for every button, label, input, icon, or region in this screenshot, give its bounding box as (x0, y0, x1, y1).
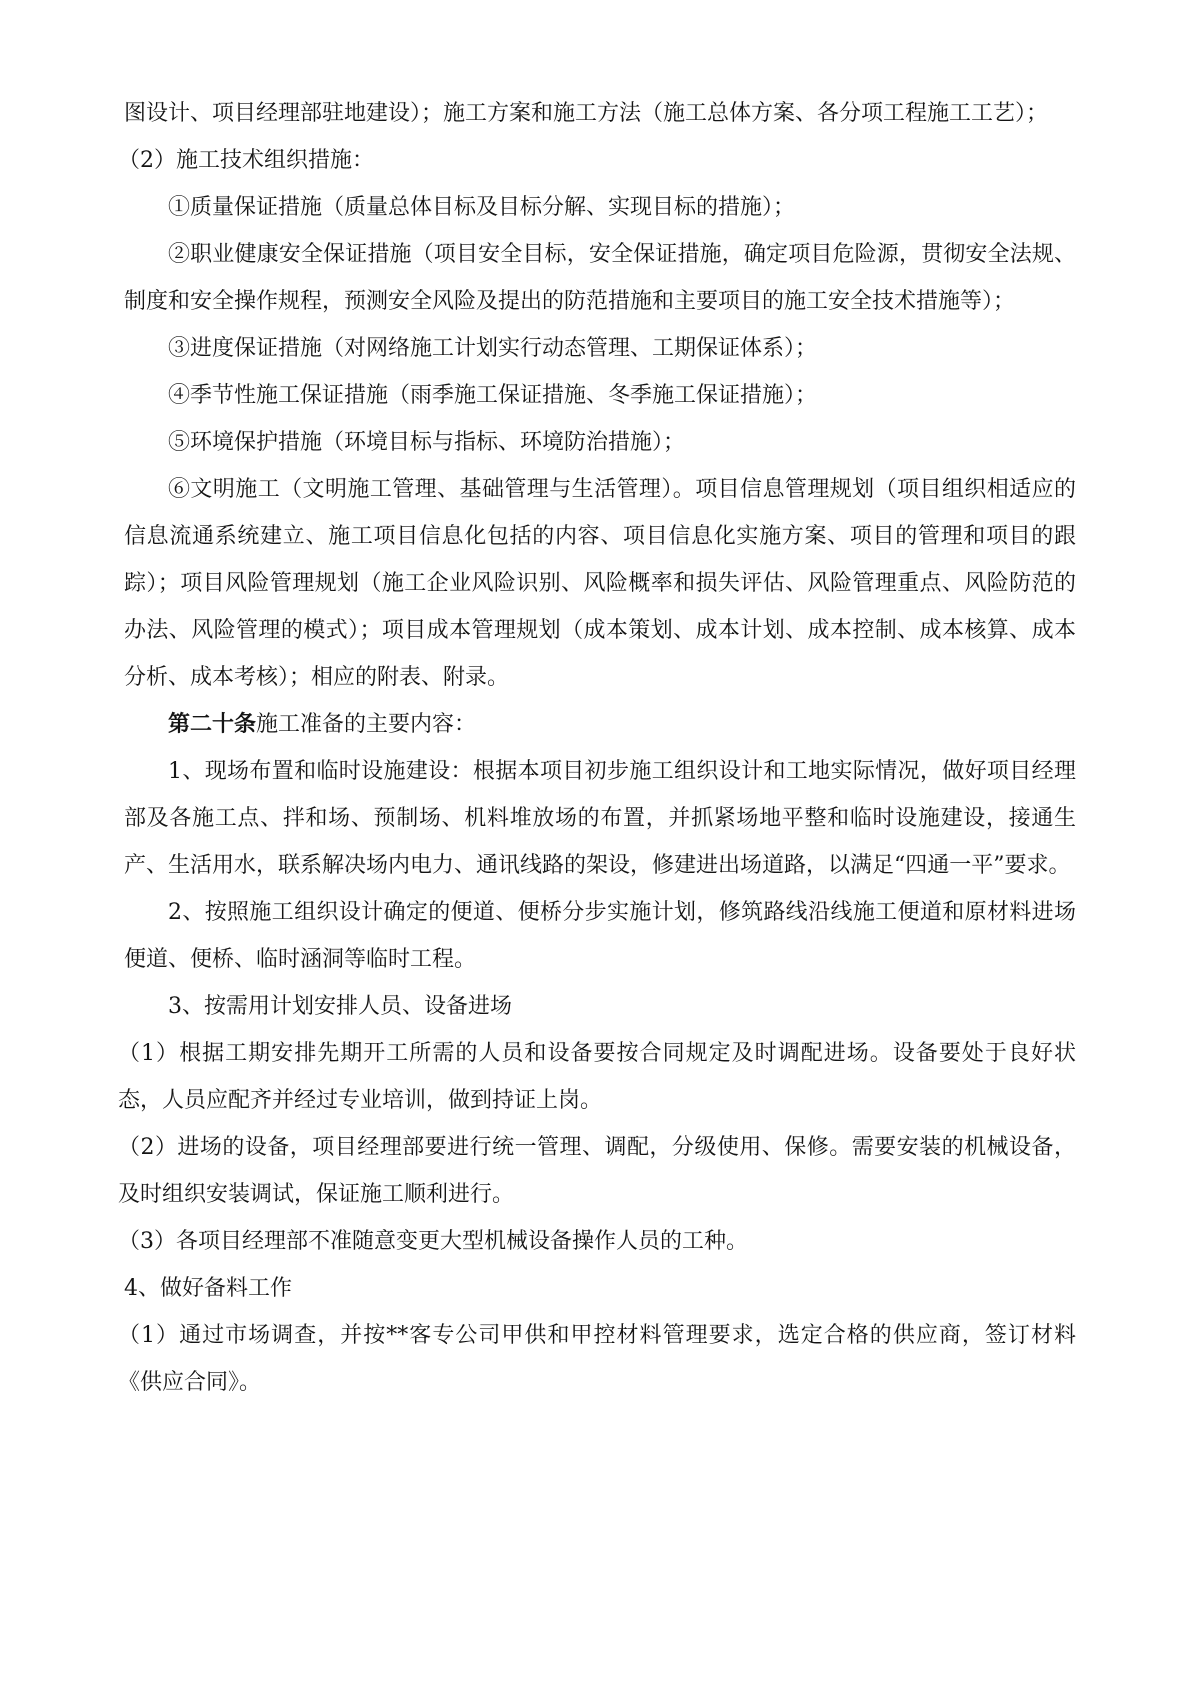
article-20-text: 施工准备的主要内容： (256, 712, 477, 737)
paragraph-17: （1）通过市场调查，并按**客专公司甲供和甲控材料管理要求，选定合格的供应商，签订材料《供应合同》。 (118, 1323, 1076, 1395)
paragraph-5: ③进度保证措施（对网络施工计划实行动态管理、工期保证体系）； (168, 336, 818, 361)
paragraph-13: （1）根据工期安排先期开工所需的人员和设备要按合同规定及时调配进场。设备要处于良好状态，人员应配齐并经过专业培训，做到持证上岗。 (118, 1041, 1076, 1113)
document-page (118, 90, 1076, 1406)
paragraph-16: 4、做好备料工作 (124, 1276, 292, 1301)
paragraph-8: ⑥文明施工（文明施工管理、基础管理与生活管理）。项目信息管理规划（项目组织相适应的信息流通系统建立、施工项目信息化包括的内容、项目信息化实施方案、项目的管理和项目的跟踪）；项目风险管理规划（施工企业风险识别、风险概率和损失评估、风险管理重点、风险防范的办法、风险管理的模式）；项目成本管理规划（成本策划、成本计划、成本控制、成本核算、成本分析、成本考核）；相应的附表、附录。 (124, 477, 1076, 690)
paragraph-10: 1、现场布置和临时设施建设：根据本项目初步施工组织设计和工地实际情况，做好项目经理部及各施工点、拌和场、预制场、机料堆放场的布置，并抓紧场地平整和临时设施建设，接通生产、生活用水，联系解决场内电力、通讯线路的架设，修建进出场道路，以满足“四通一平”要求。 (124, 759, 1076, 878)
paragraph-2: （2）施工技术组织措施： (118, 148, 374, 173)
paragraph-4: ②职业健康安全保证措施（项目安全目标，安全保证措施，确定项目危险源，贯彻安全法规、制度和安全操作规程，预测安全风险及提出的防范措施和主要项目的施工安全技术措施等）； (124, 242, 1076, 314)
paragraph-6: ④季节性施工保证措施（雨季施工保证措施、冬季施工保证措施）； (168, 383, 818, 408)
paragraph-12: 3、按需用计划安排人员、设备进场 (168, 994, 512, 1019)
paragraph-3: ①质量保证措施（质量总体目标及目标分解、实现目标的措施）； (168, 195, 796, 220)
paragraph-15: （3）各项目经理部不准随意变更大型机械设备操作人员的工种。 (118, 1229, 748, 1254)
article-20-heading: 第二十条 (168, 711, 257, 737)
paragraph-1: 图设计、项目经理部驻地建设）；施工方案和施工方法（施工总体方案、各分项工程施工工艺）； (124, 101, 1049, 126)
paragraph-7: ⑤环境保护措施（环境目标与指标、环境防治措施）； (168, 430, 686, 455)
paragraph-14: （2）进场的设备，项目经理部要进行统一管理、调配，分级使用、保修。需要安装的机械设备，及时组织安装调试，保证施工顺利进行。 (118, 1135, 1076, 1207)
article-20-paragraph (124, 701, 1076, 748)
paragraph-11: 2、按照施工组织设计确定的便道、便桥分步实施计划，修筑路线沿线施工便道和原材料进场便道、便桥、临时涵洞等临时工程。 (124, 900, 1076, 972)
